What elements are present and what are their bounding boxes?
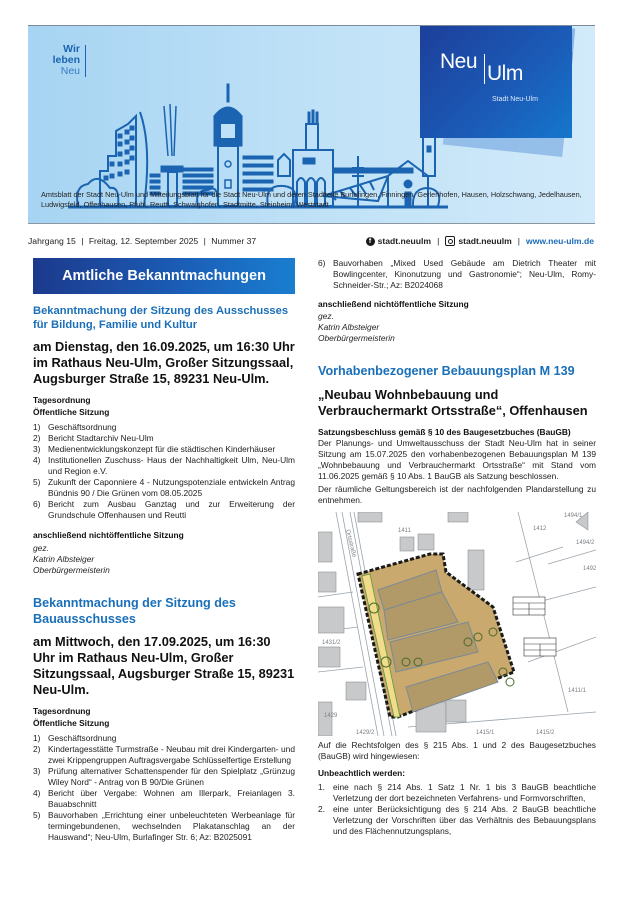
parcel-label: 1431/2 [322, 640, 341, 646]
notice1-closed-label: anschließend nichtöffentliche Sitzung [33, 530, 184, 540]
agenda-item: 3) Medienentwicklungskonzept für die städtischen Kinderhäuser [33, 444, 276, 454]
mid-block [243, 156, 273, 191]
logo-text-neu: Neu [440, 50, 478, 73]
agenda-item: 6) Bericht zum Ausbau Ganztag und zur Erweiterung der Grundschule Offenhausen und Reutti [33, 499, 295, 520]
notice2-agenda-list [33, 733, 295, 843]
website-link[interactable]: www.neu-ulm.de [526, 236, 594, 246]
notice1-agenda-list [33, 422, 295, 521]
agenda-item: 2) Bericht Stadtarchiv Neu-Ulm [33, 433, 154, 443]
street-label: Ortsstraße [344, 529, 357, 558]
plan-title: Vorhabenbezogener Bebauungsplan M 139 [318, 364, 575, 378]
small-house [278, 154, 290, 176]
agenda-item: 3) Prüfung alternativer Schattenspender für den Spielplatz „Grünzug Wiley Nord“ - Antrag von B 90/Die Grünen [33, 766, 295, 787]
separator: | [437, 236, 440, 246]
plan-list-item: 1. eine nach § 214 Abs. 1 Satz 1 Nr. 1 bis 3 BauGB beachtliche Verletzung der dort bezeichneten Verfahrens- und Formvorschriften, [318, 782, 596, 803]
logo-text-ulm: Ulm [487, 62, 523, 85]
bridge-deck [333, 168, 413, 173]
slogan-divider [85, 45, 86, 77]
notice2-public-label: Öffentliche Sitzung [33, 718, 110, 728]
notice2-agenda-list-continued [318, 258, 596, 291]
agenda-item: 6) Bauvorhaben „Mixed Used Gebäude am Dietrich Theater mit Bowlingcenter, Kinonutzung und Gastronomie“; Neu-Ulm, Romy-Schneider-Str.; Az: B2024068 [318, 258, 596, 290]
notice1-agenda-label: Tagesordnung [33, 395, 91, 405]
plan-irrelevant-label: Unbeachtlich werden: [318, 768, 406, 778]
plan-body-1: Der Planungs- und Umweltausschuss der Stadt Neu-Ulm hat in seiner Sitzung am 15.07.2025 den vorhabenbezogenen Bebauungsplan M 139 „Wohnbebauung und Verbrauchermarkt Ortsstraße“ mit Stand vom 11.06.2025 gemäß § 10 Abs. 1 BauGB als Satzung beschlossen. [318, 438, 596, 481]
plan-subtitle: „Neubau Wohnbebauung und Verbrauchermarkt Ortsstraße“, Offenhausen [318, 387, 588, 418]
notice2-title: Bekanntmachung der Sitzung des Bauausschusses [33, 596, 236, 626]
plan-body-2: Der räumliche Geltungsbereich ist der nachfolgenden Plandarstellung zu entnehmen. [318, 484, 596, 505]
notice1-when: am Dienstag, den 16.09.2025, um 16:30 Uhr im Rathaus Neu-Ulm, Großer Sitzungssaal, Augsburger Straße 15, 89231 Neu-Ulm. [33, 339, 295, 386]
masthead-banner [28, 26, 595, 223]
logo-subtitle: Stadt Neu-Ulm [492, 96, 538, 103]
header-bottom-rule [28, 223, 595, 224]
parcel-label: 1429 [324, 713, 338, 719]
notice1-signed: gez. [33, 543, 49, 553]
notice1-signer: Katrin Albsteiger [33, 554, 95, 564]
notice2-signer: Katrin Albsteiger [318, 322, 380, 332]
notice2-signed: gez. [318, 311, 334, 321]
separator: | [81, 236, 84, 246]
notice1-public-label: Öffentliche Sitzung [33, 407, 110, 417]
facebook-icon: f [366, 237, 375, 246]
notice2-signer-title: Oberbürgermeisterin [318, 333, 395, 343]
notice2-when: am Mittwoch, den 17.09.2025, um 16:30 Uhr im Rathaus Neu-Ulm, Großer Sitzungssaal, Augsburger Straße 15, 89231 Neu-Ulm. [33, 634, 295, 697]
agenda-item: 5) Zukunft der Caponniere 4 - Nutzungspotenziale entwickeln Antrag Bündnis 90 / Die Grünen vom 08.05.2025 [33, 477, 295, 498]
slogan-line-1: Wir [63, 43, 80, 55]
site-plan-drawing [318, 512, 596, 736]
plan-resolution-label: Satzungsbeschluss gemäß § 10 des Baugesetzbuches (BauGB) [318, 427, 571, 437]
issue-volume: Jahrgang 15 [28, 236, 76, 246]
parcel-label: 1415/2 [536, 730, 555, 736]
sculpture [164, 104, 176, 156]
use-tables [513, 597, 556, 656]
agenda-item: 4) Institutionellen Zuschuss- Haus der Nachhaltigkeit Ulm, Neu-Ulm und Region e.V. [33, 455, 295, 476]
slogan-line-2: leben [52, 54, 80, 66]
social-links [366, 236, 594, 246]
issue-number: Nummer 37 [211, 236, 257, 246]
agenda-item: 1) Geschäftsordnung [33, 422, 117, 432]
parcel-label: 1412 [533, 526, 547, 532]
parcel-label: 1429/2 [356, 730, 375, 736]
site-plan-map [318, 512, 596, 738]
parcel-label: 1411/1 [568, 688, 586, 694]
masthead-description: Amtsblatt der Stadt Neu-Ulm und Mitteilungsblatt für die Stadt Neu-Ulm und deren Stadtteile Burlafingen, Finningen, Gerlenhofen, Hausen, Holzschwang, Jedelhausen, Ludwigsfeld, Offenhausen, Pfuhl, Reutti, Schwaighofen, Stadtmitte, Steinheim, Weststadt [41, 190, 582, 209]
agenda-item: 1) Geschäftsordnung [33, 733, 117, 743]
notice1-title: Bekanntmachung der Sitzung des Ausschusses für Bildung, Familie und Kultur [33, 305, 289, 331]
right-column [318, 258, 596, 837]
parcel-label: 1494/1 [564, 513, 583, 519]
separator: | [517, 236, 521, 246]
plan-body-3: Auf die Rechtsfolgen des § 215 Abs. 1 und 2 des Baugesetzbuches (BauGB) wird hingewiesen: [318, 740, 596, 761]
plan-list [318, 782, 596, 837]
parcel-label: 1492 [583, 566, 596, 572]
separator: | [203, 236, 206, 246]
left-column [33, 258, 295, 843]
agenda-item: 2) Kindertagesstätte Turmstraße - Neubau mit drei Kindergarten- und zwei Krippengruppen Auftragsvergabe Schlüsselfertige Erstellung [33, 744, 295, 765]
notice2-agenda-label: Tagesordnung [33, 706, 91, 716]
logo-divider [484, 54, 485, 84]
notice2-closed-label: anschließend nichtöffentliche Sitzung [318, 299, 469, 309]
slogan [52, 44, 80, 77]
agenda-item: 5) Bauvorhaben „Errichtung einer unbeleuchteten Werbeanlage für termingebundenen, wechselnden Plakatanschlag an der Hauswand“; Neu-Ulm, Burlafinger Str. 6; Az: B2025091 [33, 810, 295, 842]
plan-list-item: 2. eine unter Berücksichtigung des § 214 Abs. 2 BauGB beachtliche Verletzung der Vorschriften über das Verhältnis des Bebauungsplans und des Flächennutzungsplans, [318, 804, 596, 836]
neu-ulm-logo [420, 26, 572, 138]
issue-info [28, 236, 256, 246]
section-title: Amtliche Bekanntmachungen [33, 258, 295, 294]
parcel-label: 1411 [398, 528, 411, 534]
facebook-handle[interactable]: stadt.neuulm [377, 236, 432, 246]
instagram-handle[interactable]: stadt.neuulm [458, 236, 512, 246]
parcel-label: 1494/2 [576, 540, 595, 546]
tower [214, 84, 242, 206]
issue-date: Freitag, 12. September 2025 [88, 236, 199, 246]
agenda-item: 4) Bericht über Vergabe: Wohnen am Illerpark, Freianlagen 3. Bauabschnitt [33, 788, 295, 809]
notice1-signer-title: Oberbürgermeisterin [33, 565, 110, 575]
slogan-line-3: Neu [60, 65, 80, 77]
instagram-icon [445, 236, 455, 246]
parcel-label: 1415/1 [476, 730, 495, 736]
